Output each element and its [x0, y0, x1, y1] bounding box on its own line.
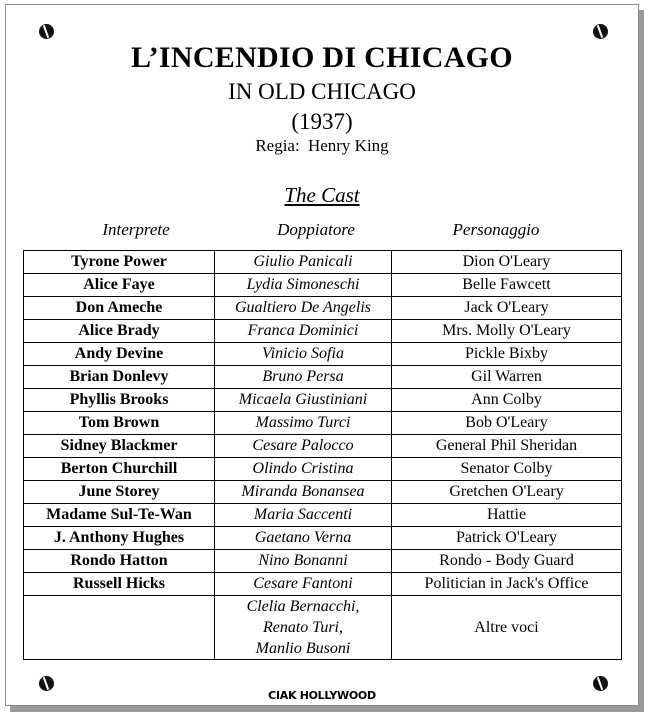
table-row [24, 435, 622, 458]
character-cell: Altre voci [392, 596, 622, 660]
actor-cell: Alice Faye [24, 274, 215, 297]
voice-actor-name: Renato Turi, [262, 619, 343, 636]
actor-cell: Sidney Blackmer [24, 435, 215, 458]
actor-cell: June Storey [24, 481, 215, 504]
voice-actor-cell: Vinicio Sofia [215, 343, 392, 366]
table-row [24, 504, 622, 527]
table-row-other-voices [24, 596, 622, 660]
character-cell: Gretchen O'Leary [392, 481, 622, 504]
director-label: Regia: [255, 136, 300, 155]
screw-icon [593, 24, 608, 39]
voice-actor-name: Clelia Bernacchi, [246, 598, 360, 615]
table-row [24, 412, 622, 435]
table-row [24, 527, 622, 550]
voice-actor-name: Manlio Busoni [255, 640, 351, 657]
character-cell: Pickle Bixby [392, 343, 622, 366]
character-cell: Ann Colby [392, 389, 622, 412]
voice-actor-cell: Bruno Persa [215, 366, 392, 389]
voice-actor-cell: Franca Dominici [215, 320, 392, 343]
screw-icon [39, 24, 54, 39]
actor-cell: Andy Devine [24, 343, 215, 366]
character-cell: Patrick O'Leary [392, 527, 622, 550]
actor-cell: Russell Hicks [24, 573, 215, 596]
table-row [24, 481, 622, 504]
table-row [24, 297, 622, 320]
voice-actor-cell: Cesare Palocco [215, 435, 392, 458]
cast-table [23, 250, 622, 660]
column-header-character: Personaggio [452, 220, 540, 239]
character-cell: Mrs. Molly O'Leary [392, 320, 622, 343]
actor-cell: Brian Donlevy [24, 366, 215, 389]
actor-cell: Rondo Hatton [24, 550, 215, 573]
actor-cell: Berton Churchill [24, 458, 215, 481]
voice-actor-cell: Olindo Cristina [215, 458, 392, 481]
actor-cell: Phyllis Brooks [24, 389, 215, 412]
table-row [24, 550, 622, 573]
character-cell: Bob O'Leary [392, 412, 622, 435]
character-cell: Rondo - Body Guard [392, 550, 622, 573]
actor-cell: Tyrone Power [24, 251, 215, 274]
voice-actor-cell: Micaela Giustiniani [215, 389, 392, 412]
character-cell: Politician in Jack's Office [392, 573, 622, 596]
film-title: L’INCENDIO DI CHICAGO [131, 41, 513, 74]
actor-cell [24, 596, 215, 660]
voice-actor-cell [215, 596, 392, 660]
character-cell: Dion O'Leary [392, 251, 622, 274]
table-row [24, 343, 622, 366]
voice-actor-cell: Nino Bonanni [215, 550, 392, 573]
release-year: (1937) [291, 109, 353, 134]
voice-actor-cell: Giulio Panicali [215, 251, 392, 274]
table-row [24, 573, 622, 596]
cast-plaque [5, 4, 639, 706]
table-row [24, 251, 622, 274]
column-header-voice: Doppiatore [277, 220, 355, 239]
voice-actor-cell: Maria Saccenti [215, 504, 392, 527]
actor-cell: J. Anthony Hughes [24, 527, 215, 550]
table-row [24, 389, 622, 412]
character-cell: Jack O'Leary [392, 297, 622, 320]
character-cell: Gil Warren [392, 366, 622, 389]
character-cell: Senator Colby [392, 458, 622, 481]
voice-actor-cell: Massimo Turci [215, 412, 392, 435]
actor-cell: Madame Sul-Te-Wan [24, 504, 215, 527]
voice-actor-cell: Miranda Bonansea [215, 481, 392, 504]
table-row [24, 320, 622, 343]
table-row [24, 274, 622, 297]
table-row [24, 458, 622, 481]
original-title: IN OLD CHICAGO [228, 79, 416, 104]
director-name: Henry King [307, 136, 389, 155]
voice-actor-cell: Cesare Fantoni [215, 573, 392, 596]
table-row [24, 366, 622, 389]
character-cell: Belle Fawcett [392, 274, 622, 297]
column-header-actor: Interprete [102, 220, 170, 239]
cast-heading: The Cast [284, 183, 360, 207]
character-cell: Hattie [392, 504, 622, 527]
character-cell: General Phil Sheridan [392, 435, 622, 458]
actor-cell: Don Ameche [24, 297, 215, 320]
voice-actor-cell: Gaetano Verna [215, 527, 392, 550]
actor-cell: Alice Brady [24, 320, 215, 343]
ciak-hollywood-logo: CIAK HOLLYWOOD [268, 689, 376, 702]
voice-actor-cell: Lydia Simoneschi [215, 274, 392, 297]
director-line [6, 136, 638, 156]
voice-actor-cell: Gualtiero De Angelis [215, 297, 392, 320]
actor-cell: Tom Brown [24, 412, 215, 435]
